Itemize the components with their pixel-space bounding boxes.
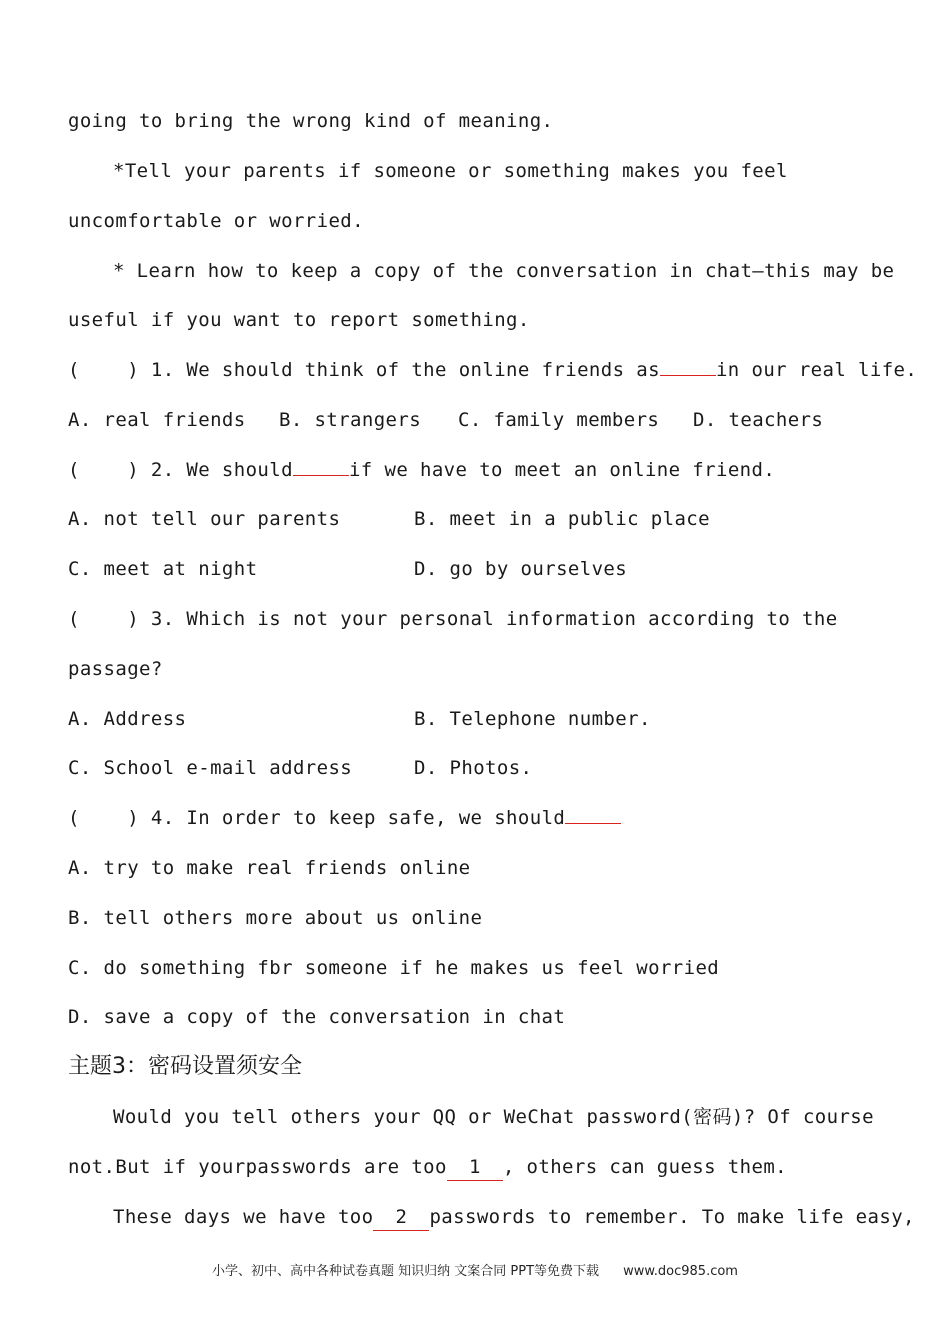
answer-paren[interactable]: ( ) bbox=[68, 807, 140, 829]
answer-paren[interactable]: ( ) bbox=[68, 459, 140, 481]
question-3 bbox=[68, 606, 890, 632]
answer-paren[interactable]: ( ) bbox=[68, 608, 140, 630]
footer-text: 小学、初中、高中各种试卷真题 知识归纳 文案合同 PPT等免费下载 bbox=[212, 1264, 600, 1279]
option-b[interactable]: B. strangers bbox=[279, 409, 422, 431]
option-a[interactable]: A. not tell our parents bbox=[68, 508, 341, 530]
question-text: 3. Which is not your personal information according to the bbox=[139, 608, 838, 630]
option-c[interactable]: C. meet at night bbox=[68, 558, 258, 580]
passage-line: * Learn how to keep a copy of the conversation in chat—this may be bbox=[113, 260, 895, 282]
option-b[interactable]: B. tell others more about us online bbox=[68, 907, 483, 929]
answer-blank bbox=[565, 805, 621, 824]
cloze-line: Would you tell others your QQ or WeChat password(密码)? Of course bbox=[113, 1106, 874, 1128]
option-c[interactable]: C. School e-mail address bbox=[68, 757, 353, 779]
question-text: if we have to meet an online friend. bbox=[348, 459, 776, 481]
cloze-blank-2[interactable]: 2 bbox=[373, 1204, 429, 1231]
answer-blank bbox=[660, 357, 716, 376]
option-d[interactable]: D. save a copy of the conversation in chat bbox=[68, 1006, 566, 1028]
page-footer bbox=[0, 1260, 950, 1279]
passage-line: going to bring the wrong kind of meaning. bbox=[68, 110, 554, 132]
option-b[interactable]: B. meet in a public place bbox=[414, 508, 710, 530]
section-heading: 主题3：密码设置须安全 bbox=[68, 1054, 302, 1079]
question-1 bbox=[68, 357, 918, 383]
footer-site-link[interactable]: www.doc985.com bbox=[623, 1264, 738, 1279]
option-b[interactable]: B. Telephone number. bbox=[414, 708, 651, 730]
option-a[interactable]: A. try to make real friends online bbox=[68, 857, 471, 879]
question-4 bbox=[68, 805, 890, 831]
option-c[interactable]: C. family members bbox=[458, 409, 660, 431]
passage-line: useful if you want to report something. bbox=[68, 309, 530, 331]
question-text: 4. In order to keep safe, we should bbox=[139, 807, 566, 829]
option-d[interactable]: D. Photos. bbox=[414, 757, 533, 779]
passage-line: *Tell your parents if someone or something makes you feel bbox=[113, 160, 788, 182]
question-text: 2. We should bbox=[139, 459, 293, 481]
option-a[interactable]: A. Address bbox=[68, 708, 187, 730]
answer-blank bbox=[293, 457, 349, 476]
option-a[interactable]: A. real friends bbox=[68, 409, 246, 431]
question-text: in our real life. bbox=[715, 359, 918, 381]
question-text: 1. We should think of the online friends as bbox=[139, 359, 660, 381]
question-2 bbox=[68, 457, 890, 483]
option-c[interactable]: C. do something fbr someone if he makes us feel worried bbox=[68, 957, 720, 979]
cloze-line: not.But if yourpasswords are too 1 , others can guess them. bbox=[68, 1154, 890, 1181]
cloze-line: These days we have too 2 passwords to remember. To make life easy, bbox=[113, 1204, 890, 1231]
option-d[interactable]: D. go by ourselves bbox=[414, 558, 628, 580]
question-text: passage? bbox=[68, 658, 163, 680]
answer-paren[interactable]: ( ) bbox=[68, 359, 140, 381]
cloze-blank-1[interactable]: 1 bbox=[447, 1154, 503, 1181]
passage-line: uncomfortable or worried. bbox=[68, 210, 364, 232]
option-d[interactable]: D. teachers bbox=[693, 409, 824, 431]
